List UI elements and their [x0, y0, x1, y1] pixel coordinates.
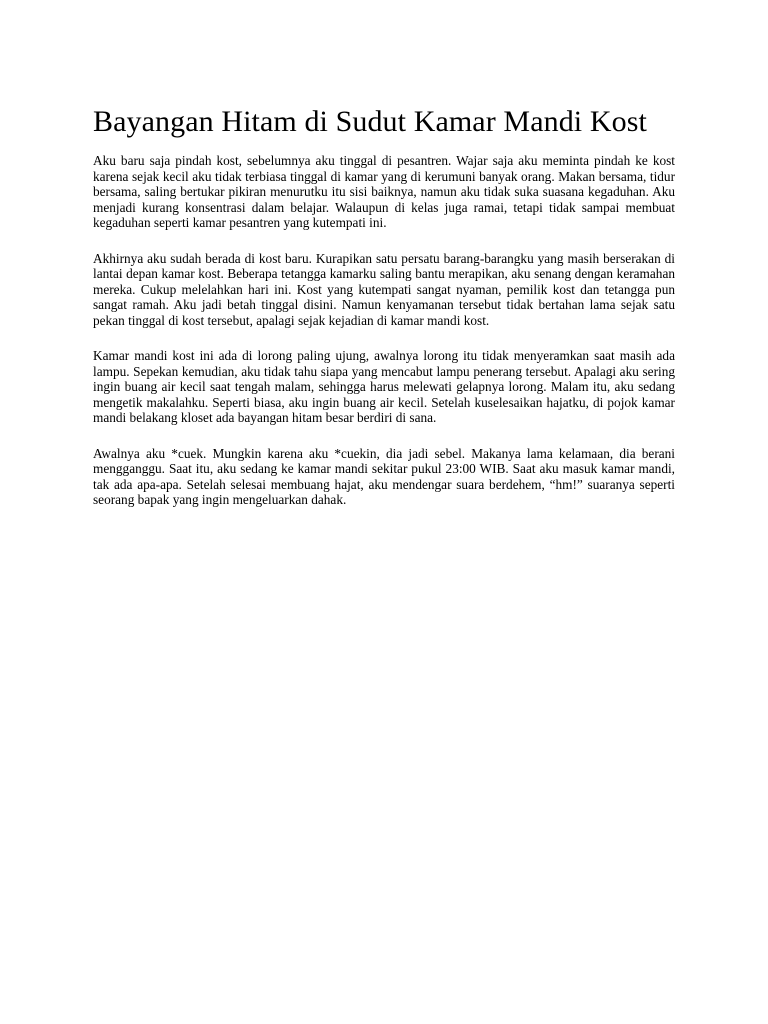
paragraph-2: Akhirnya aku sudah berada di kost baru. Kurapikan satu persatu barang-barangku yang masih berserakan di lantai depan kamar kost. Beberapa tetangga kamarku saling bantu merapikan, aku senang dengan keramahan mereka. Cukup melelahkan hari ini. Kost yang kutempati sangat nyaman, pemilik kost dan tetangga pun sangat ramah. Aku jadi betah tinggal disini. Namun kenyamanan tersebut tidak bertahan lama sejak satu pekan tinggal di kost tersebut, apalagi sejak kejadian di kamar mandi kost.	[93, 250, 675, 328]
document-page	[93, 104, 675, 528]
page-title: Bayangan Hitam di Sudut Kamar Mandi Kost	[93, 105, 647, 138]
paragraph-3: Kamar mandi kost ini ada di lorong paling ujung, awalnya lorong itu tidak menyeramkan saat masih ada lampu. Sepekan kemudian, aku tidak tahu siapa yang mencabut lampu penerang tersebut. Apalagi aku sering ingin buang air kecil saat tengah malam, sehingga harus melewati gelapnya lorong. Malam itu, aku sedang mengetik makalahku. Seperti biasa, aku ingin buang air kecil. Setelah kuselesaikan hajatku, di pojok kamar mandi belakang kloset ada bayangan hitam besar berdiri di sana.	[93, 348, 675, 425]
paragraph-4: Awalnya aku *cuek. Mungkin karena aku *cuekin, dia jadi sebel. Makanya lama kelamaan, dia berani mengganggu. Saat itu, aku sedang ke kamar mandi sekitar pukul 23:00 WIB. Saat aku masuk kamar mandi, tak ada apa-apa. Setelah selesai membuang hajat, aku mendengar suara berdehem, “hm!” suaranya seperti seorang bapak yang ingin mengeluarkan dahak.	[93, 445, 675, 507]
paragraph-1: Aku baru saja pindah kost, sebelumnya aku tinggal di pesantren. Wajar saja aku meminta pindah ke kost karena sejak kecil aku tidak terbiasa tinggal di kamar yang di kerumuni banyak orang. Makan bersama, tidur bersama, saling bertukar pikiran menurutku itu sisi baiknya, namun aku tidak suka suasana kegaduhan. Aku menjadi kurang konsentrasi dalam belajar. Walaupun di kelas juga ramai, tetapi tidak sampai membuat kegaduhan seperti kamar pesantren yang kutempati ini.	[93, 153, 675, 230]
